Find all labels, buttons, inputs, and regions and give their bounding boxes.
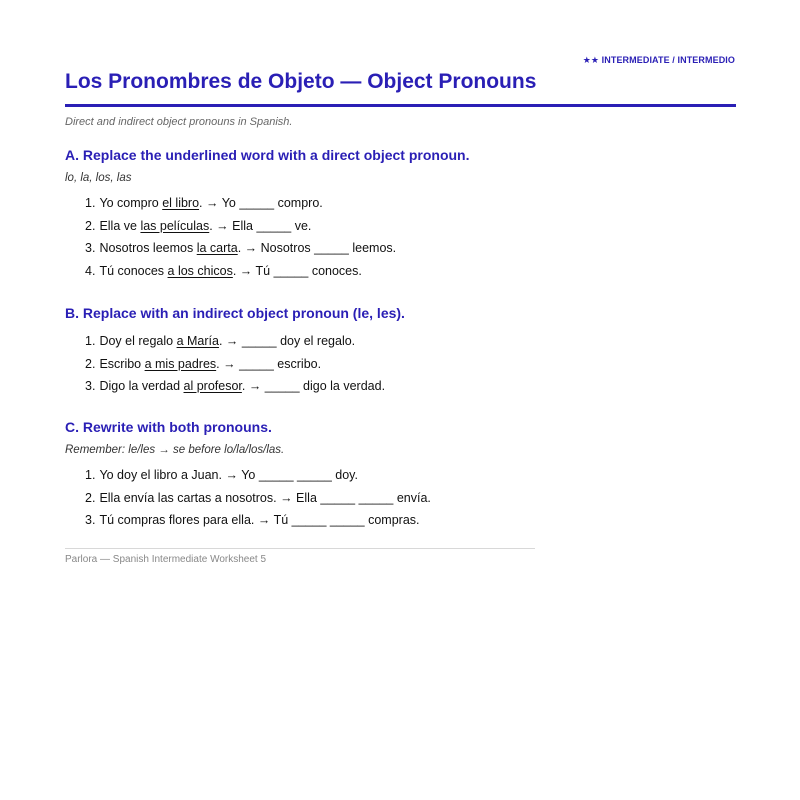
item-text-post: . → _____ doy el regalo. (218, 334, 356, 348)
exercise-item (85, 237, 736, 260)
section-c (65, 419, 736, 532)
section-heading: C. Rewrite with both pronouns. (65, 419, 272, 435)
item-number: 3. (85, 379, 96, 393)
section-heading: B. Replace with an indirect object pronoun (le, les). (65, 305, 405, 321)
page-footer: Parlora — Spanish Intermediate Worksheet 5 (65, 554, 267, 565)
section-hint: lo, la, los, las (65, 172, 132, 184)
item-text-pre: Ella ve (99, 218, 141, 233)
page-title: Los Pronombres de Objeto — Object Pronouns (65, 70, 537, 93)
underlined-word: a mis padres (144, 356, 217, 371)
item-text: Ella envía las cartas a nosotros. → Ella _____ _____ envía. (99, 490, 431, 505)
exercise-item (85, 353, 736, 376)
item-number: 1. (85, 196, 96, 210)
footer-divider (65, 548, 535, 549)
item-text-post: . → _____ escribo. (216, 356, 322, 371)
item-text-post: . → Yo _____ compro. (199, 196, 323, 210)
item-text-pre: Yo compro (99, 196, 163, 210)
exercise-list (65, 464, 736, 532)
exercise-item (85, 215, 736, 238)
underlined-word: las películas (140, 218, 210, 233)
item-number: 1. (85, 334, 96, 348)
level-badge: ★★ INTERMEDIATE / INTERMEDIO (582, 55, 735, 65)
section-a (65, 147, 736, 282)
item-text-post: . → Tú _____ conoces. (232, 263, 362, 278)
item-text-pre: Tú conoces (99, 263, 168, 278)
item-text-post: . → _____ digo la verdad. (241, 379, 386, 393)
item-number: 3. (85, 513, 96, 527)
underlined-word: al profesor (183, 379, 242, 393)
item-number: 2. (85, 218, 96, 233)
underlined-word: la carta (196, 241, 238, 255)
page-subtitle: Direct and indirect object pronouns in Spanish. (65, 116, 293, 128)
item-number: 2. (85, 490, 96, 505)
item-text: Yo doy el libro a Juan. → Yo _____ _____ doy. (99, 468, 358, 482)
item-number: 3. (85, 241, 96, 255)
section-heading: A. Replace the underlined word with a direct object pronoun. (65, 147, 470, 163)
underlined-word: el libro (162, 196, 200, 210)
item-text-pre: Digo la verdad (99, 379, 184, 393)
item-number: 4. (85, 263, 96, 278)
exercise-item (85, 260, 736, 283)
underlined-word: a María (176, 334, 219, 348)
item-text-post: . → Nosotros _____ leemos. (237, 241, 397, 255)
exercise-list (65, 330, 736, 398)
item-text-pre: Escribo (99, 356, 145, 371)
item-number: 1. (85, 468, 96, 482)
exercise-item (85, 192, 736, 215)
exercise-item (85, 509, 736, 532)
exercise-item (85, 487, 736, 510)
item-text: Tú compras flores para ella. → Tú _____ _____ compras. (99, 513, 420, 527)
underlined-word: a los chicos (167, 263, 233, 278)
item-text-post: . → Ella _____ ve. (209, 218, 312, 233)
item-number: 2. (85, 356, 96, 371)
exercise-item (85, 464, 736, 487)
item-text-pre: Nosotros leemos (99, 241, 197, 255)
section-b (65, 305, 736, 398)
title-divider (65, 104, 736, 107)
exercise-item (85, 330, 736, 353)
exercise-list (65, 192, 736, 282)
exercise-item (85, 375, 736, 398)
item-text-pre: Doy el regalo (99, 334, 177, 348)
section-hint: Remember: le/les → se before lo/la/los/las. (65, 444, 285, 456)
